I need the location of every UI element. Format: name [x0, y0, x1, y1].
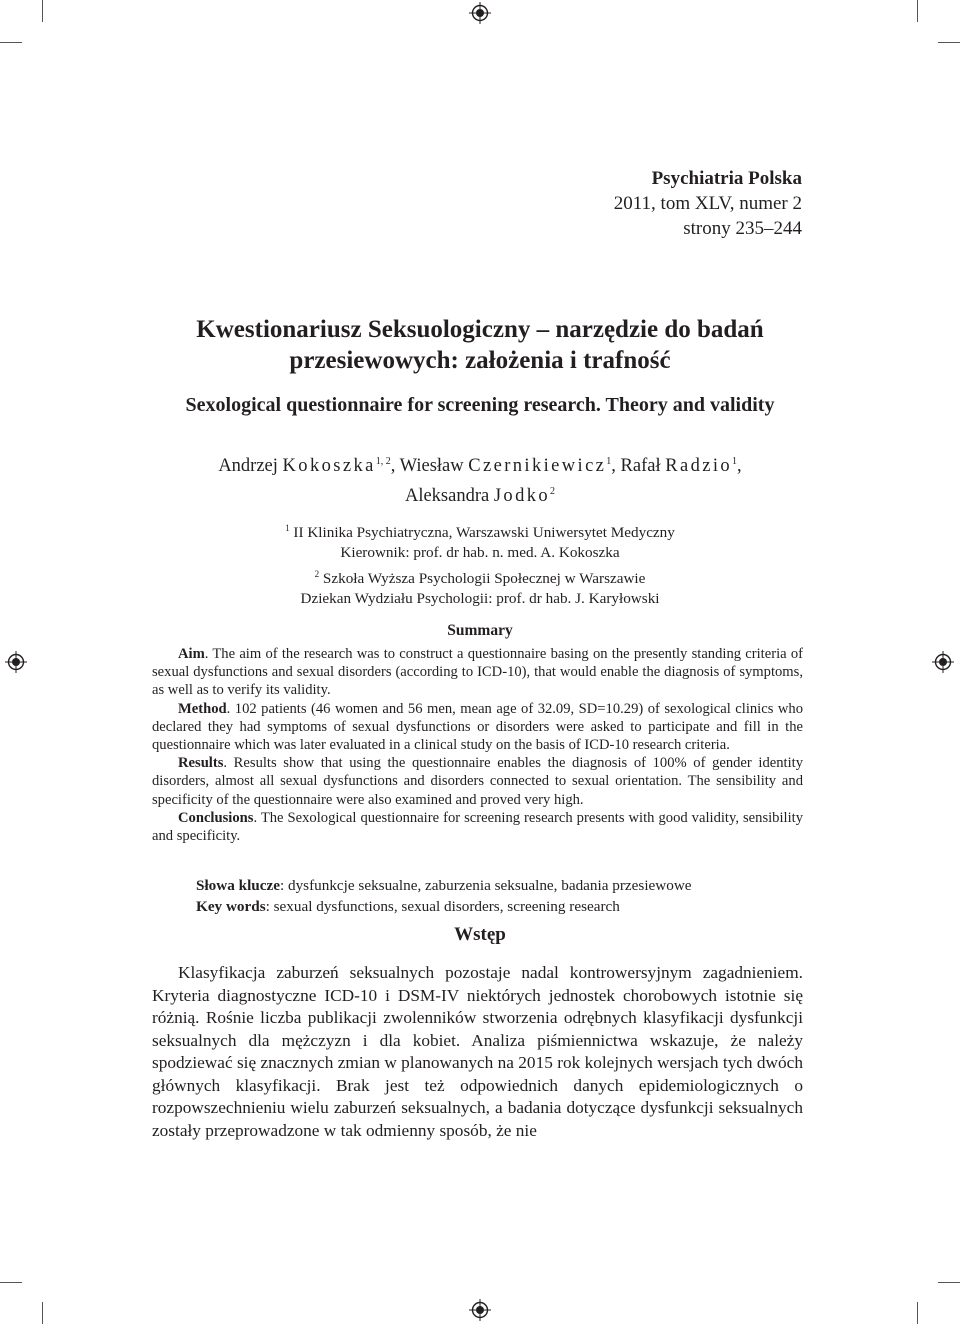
- abstract-method: [152, 700, 803, 755]
- crop-mark-bottom-right-h: [938, 1282, 960, 1283]
- affiliation-line: [140, 589, 820, 609]
- author-list: [120, 449, 840, 509]
- author-2-first-name: Wiesław: [399, 456, 464, 476]
- abstract-results: [152, 754, 803, 809]
- author-4-first-name: Aleksandra: [404, 486, 490, 506]
- results-text: . Results show that using the questionnaire enables the diagnosis of 100% of gender identity disorders, almost all sexual dysfunctions and disorders connected to sexual orientation. The sensibility and specificity of the questionnaire were also examined and proved very high.: [152, 755, 803, 808]
- registration-mark-right-icon: [932, 651, 954, 673]
- results-label: Results: [178, 755, 224, 772]
- author-line-2: [120, 479, 840, 509]
- aim-text: . The aim of the research was to construct a questionnaire basing on the presently standing criteria of sexual dysfunctions and sexual disorders (according to ICD-10), that would enable the diagnosis of symptoms, as well as to verify its validity.: [152, 646, 803, 699]
- registration-mark-bottom-icon: [469, 1299, 491, 1321]
- affiliation-text: Kierownik: prof. dr hab. n. med. A. Kokoszka: [340, 544, 620, 562]
- keywords: [196, 876, 816, 917]
- conclusions-label: Conclusions: [178, 809, 254, 826]
- article-title-english: Sexological questionnaire for screening research. Theory and validity: [185, 394, 775, 416]
- method-label: Method: [178, 700, 227, 717]
- author-1-last-name: Kokoszka: [282, 456, 376, 476]
- author-3-first-name: Rafał: [620, 456, 661, 476]
- crop-mark-top-left-h: [0, 42, 22, 43]
- registration-mark-top-icon: [469, 2, 491, 24]
- author-3-last-name: Radzio: [665, 456, 733, 476]
- aim-label: Aim: [178, 646, 205, 662]
- keywords-english-text: : sexual dysfunctions, sexual disorders, screening research: [265, 897, 620, 915]
- keywords-polish-label: Słowa klucze: [196, 877, 280, 894]
- title-line-1: Kwestionariusz Seksuologiczny – narzędzie do badań: [196, 316, 764, 343]
- abstract-aim: [152, 645, 803, 700]
- conclusions-text: . The Sexological questionnaire for screening research presents with good validity, sensibility and specificity.: [152, 809, 803, 845]
- registration-mark-left-icon: [5, 651, 27, 673]
- affiliation-line: [140, 543, 820, 563]
- summary-heading: Summary: [447, 622, 513, 639]
- author-2-affiliation: 1: [606, 456, 612, 467]
- keywords-english-label: Key words: [196, 897, 266, 915]
- affiliation-text: Dziekan Wydziału Psychologii: prof. dr hab. J. Karyłowski: [300, 590, 660, 608]
- body-paragraph: Klasyfikacja zaburzeń seksualnych pozostaje nadal kontrowersyjnym zagadnieniem. Kryteria diagnostyczne ICD-10 i DSM-IV niektórych jednostek chorobowych istotnie się różnią. Rośnie liczba publikacji zwolenników stworzenia odrębnych klasyfikacji dysfunkcji seksualnych dla mężczyzn i dla kobiet. Analiza piśmiennictwa wskazuje, że należy spodziewać się znacznych zmian w planowanych na 2015 rok kolejnych wersjach tych dwóch głównych klasyfikacji. Brak jest też odpowiednich danych epidemiologicznych o rozpowszechnieniu wielu zaburzeń seksualnych, a badania dotyczące dysfunkcji seksualnych zostały przeprowadzone w tak odmienny sposób, że nie: [152, 963, 803, 1140]
- abstract-conclusions: [152, 809, 803, 845]
- method-text: . 102 patients (46 women and 56 men, mean age of 32.09, SD=10.29) of sexological clinics who declared they had symptoms of sexual dysfunctions or disorders were asked to participate and fill in the questionnaire which was later evaluated in a clinical study on the basis of ICD-10 research criteria.: [152, 700, 803, 754]
- body-text: [152, 962, 803, 1142]
- author-line-1: Andrzej Kokoszka$^{1, 2}$, Wiesław Czernikiewicz$^1$, Rafał Radzio$^1$,: [218, 456, 742, 476]
- author-2-last-name: Czernikiewicz: [468, 456, 607, 476]
- crop-mark-top-left: [42, 0, 43, 22]
- section-heading: Wstęp: [454, 924, 506, 945]
- crop-mark-bottom-right: [917, 1302, 918, 1324]
- affiliation-line: [140, 564, 820, 589]
- affiliation-list: [140, 518, 820, 610]
- crop-mark-bottom-left: [42, 1302, 43, 1324]
- crop-mark-bottom-left-h: [0, 1282, 22, 1283]
- affiliation-number: 1: [285, 523, 290, 533]
- journal-header: [614, 166, 802, 241]
- abstract: [152, 645, 803, 845]
- affiliation-text: II Klinika Psychiatryczna, Warszawski Uniwersytet Medyczny: [293, 524, 675, 541]
- article-title-polish: [120, 314, 840, 376]
- author-3-affiliation: 1: [732, 456, 738, 467]
- journal-issue: 2011, tom XLV, numer 2: [613, 193, 802, 214]
- author-1-affiliation: 1, 2: [375, 456, 391, 467]
- author-4-last-name: Jodko: [493, 486, 551, 506]
- crop-mark-top-right: [917, 0, 918, 22]
- journal-name: Psychiatria Polska: [651, 168, 802, 189]
- keywords-polish: [196, 876, 816, 897]
- author-4-affiliation: 2: [550, 486, 556, 497]
- crop-mark-top-right-h: [938, 42, 960, 43]
- affiliation-text: Szkoła Wyższa Psychologii Społecznej w Warszawie: [322, 569, 646, 587]
- journal-pages: strony 235–244: [683, 218, 802, 239]
- title-line-2: przesiewowych: założenia i trafność: [289, 347, 671, 374]
- affiliation-line: [140, 518, 820, 543]
- affiliation-number: 2: [314, 568, 320, 579]
- keywords-polish-text: : dysfunkcje seksualne, zaburzenia seksualne, badania przesiewowe: [279, 877, 692, 894]
- keywords-english: [196, 897, 816, 918]
- author-1-first-name: Andrzej: [218, 456, 278, 476]
